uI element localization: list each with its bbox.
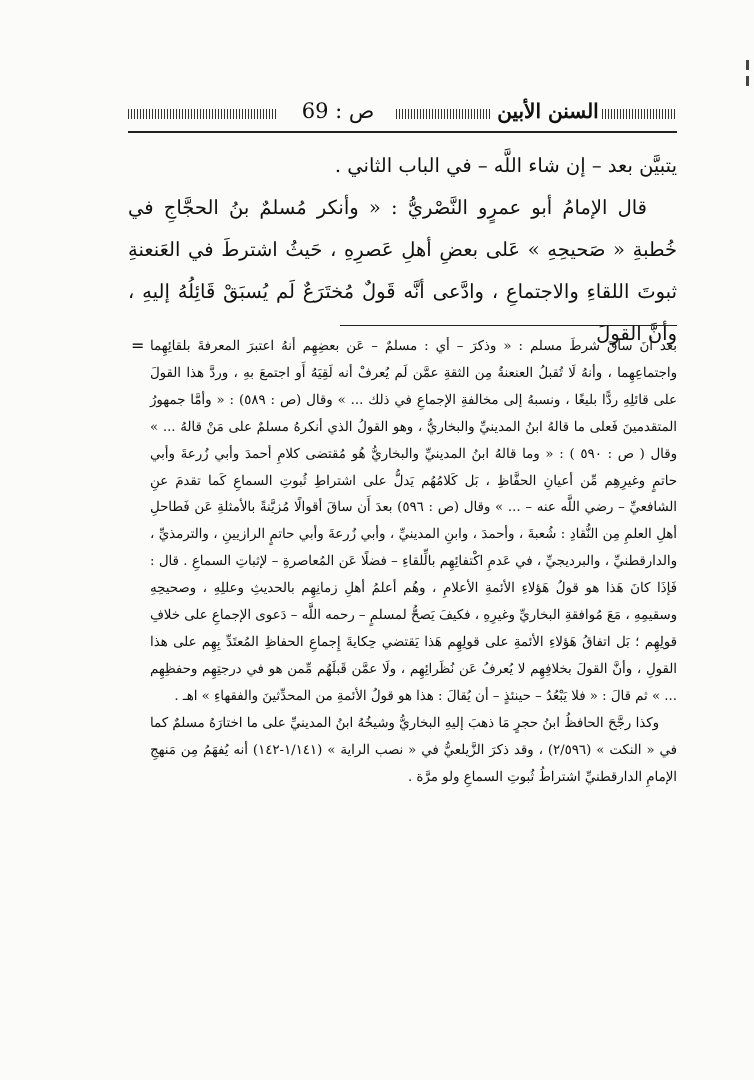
main-text bbox=[128, 145, 677, 355]
footnote-separator bbox=[340, 325, 677, 326]
footnote-paragraph: وكذا رجَّحَ الحافظُ ابنُ حجرٍ مَا ذهبَ إليهِ البخاريُّ وشيخُهُ ابنُ المدينيِّ على ما اختارَهُ مسلمٌ كما في « النكت » (٢/٥٩٦) ، وقد ذكرَ الزَّيلعيُّ في « نصب الراية » (١/١٤١-١٤٢) أنه يُفهَمُ مِن مَنهجِ الإمامِ الدارقطنيِّ اشتراطُ ثُبوتِ السماعِ ولو مرَّة . bbox=[150, 715, 677, 785]
main-paragraph: يتبيَّن بعد – إن شاء اللَّه – في الباب الثاني . bbox=[334, 154, 677, 177]
header-ornament bbox=[396, 109, 492, 119]
book-title: السنن الأبين bbox=[497, 99, 599, 123]
main-paragraph: قال الإمامُ أبو عمرٍو النَّصْريُّ : « وأنكر مُسلمٌ بنُ الحجَّاجِ في خُطبةِ « صَحيحِهِ » عَلى بعضِ أهلِ عَصرِهِ ، حَيثُ اشترطَ في العَنعنةِ ثبوتَ اللقاءِ والاجتماعِ ، وادَّعى أنَّه قَولٌ مُختَرَعٌ لَم يُسبَقْ قَائِلُهُ إليهِ ، وأنَّ القولَ bbox=[128, 196, 677, 345]
footnote-paragraph: بعد أنَ ساقَ شرطَ مسلم : « وذكرَ – أي : مسلمٌ – عَن بعضِهِم أنهُ اعتبرَ المعرفةَ بلقائِهِما واجتماعِهِما ، وأنهُ لَا تُقبلُ العنعنةُ مِن الثقةِ عمَّن لَم يُعرفْ أنه لَقِيَهُ أَو اجتمعَ بهِ ، وردَّ هذا القولَ على قائلِهِ ردًّا بليغًا ، ونسبهُ إلى مخالفةِ الإجماعِ في ذلك ... » وقال (ص : ٥٨٩) : « وأمَّا جمهورُ المتقدمينَ فَعلى ما قالهُ ابنُ المدينيِّ والبخاريُّ ، وهو القولُ الذي أنكرهُ مسلمٌ على مَنْ قالهُ ... » وقال ( ص : ٥٩٠ ) : « وما قالهُ ابنُ المدينيِّ والبخاريُّ هُو مُقتضى كلامِ أحمدَ وأبي زُرعةَ وأبي حاتمٍ وغيرِهِم مِّن أعيانِ الحفَّاظِ ، بَل كَلامُهُم يَدلُّ على اشتراطِ ثُبوتِ السماعِ كَما تقدمَ عنِ الشافعيِّ – رضي اللَّه عنه – ... » وقال (ص : ٥٩٦) بعدَ أَن ساقَ أقوالًا مُزيَّنةً بالأمثلةِ عَن فَطاحلِ أهلِ العلمِ مِن النُّقادِ : شُعبةَ ، وأحمدَ ، وابنِ المدينيِّ ، وأبي زُرعةَ وأبي حاتمٍ الرازيينِ ، والترمذيِّ ، والدارقطنيِّ ، والبرديجيِّ ، في عَدمِ اكْتفائِهِم بالِّلقاءِ – فضلًا عَن المُعاصرةِ – لإثباتِ السماعِ . قال : فَإذَا كانَ هَذا هو قولُ هَؤلاءِ الأئمةِ الأعلامِ ، وهُم أعلمُ أهلِ زمانِهِم بالحديثِ وعللِهِ ، وصحيحِهِ وسقيمِهِ ، مَعَ مُوافقةِ البخاريِّ وغيرِهِ ، فكيفَ يَصحُّ لمسلمٍ – رحمه اللَّه – دَعوى الإجماعِ على خلافِ قولِهِم ؛ بَل اتفاقُ هَؤلاءِ الأئمةِ على قولِهِم هَذا يَقتضي حِكايةَ إِجماعِ الحفاظِ المُعتَدِّ بِهِم على هذا القولِ ، وأنَّ القولَ بخلافِهِم لا يُعرفُ عَن نُظَرائِهِم ، ولَا عمَّن قَبلَهُم مِّمن هو في درجتِهِم وحفظِهِم ... » ثم قالَ : « فلا يَبْعُدُ – حينئذٍ – أن يُقالَ : هذا هو قولُ الأئمةِ من المحدِّثينَ والفقهاءِ » اهـ . bbox=[150, 339, 678, 704]
edge-mark bbox=[746, 60, 749, 70]
header-ornament bbox=[602, 109, 677, 119]
footnote-text bbox=[150, 334, 677, 791]
header-ornament bbox=[128, 109, 278, 119]
footnote-continuation-mark: = bbox=[131, 336, 145, 355]
page-number: ص : 69 bbox=[301, 99, 375, 123]
running-header bbox=[128, 97, 677, 127]
header-rule bbox=[128, 131, 677, 133]
edge-mark bbox=[746, 76, 749, 86]
